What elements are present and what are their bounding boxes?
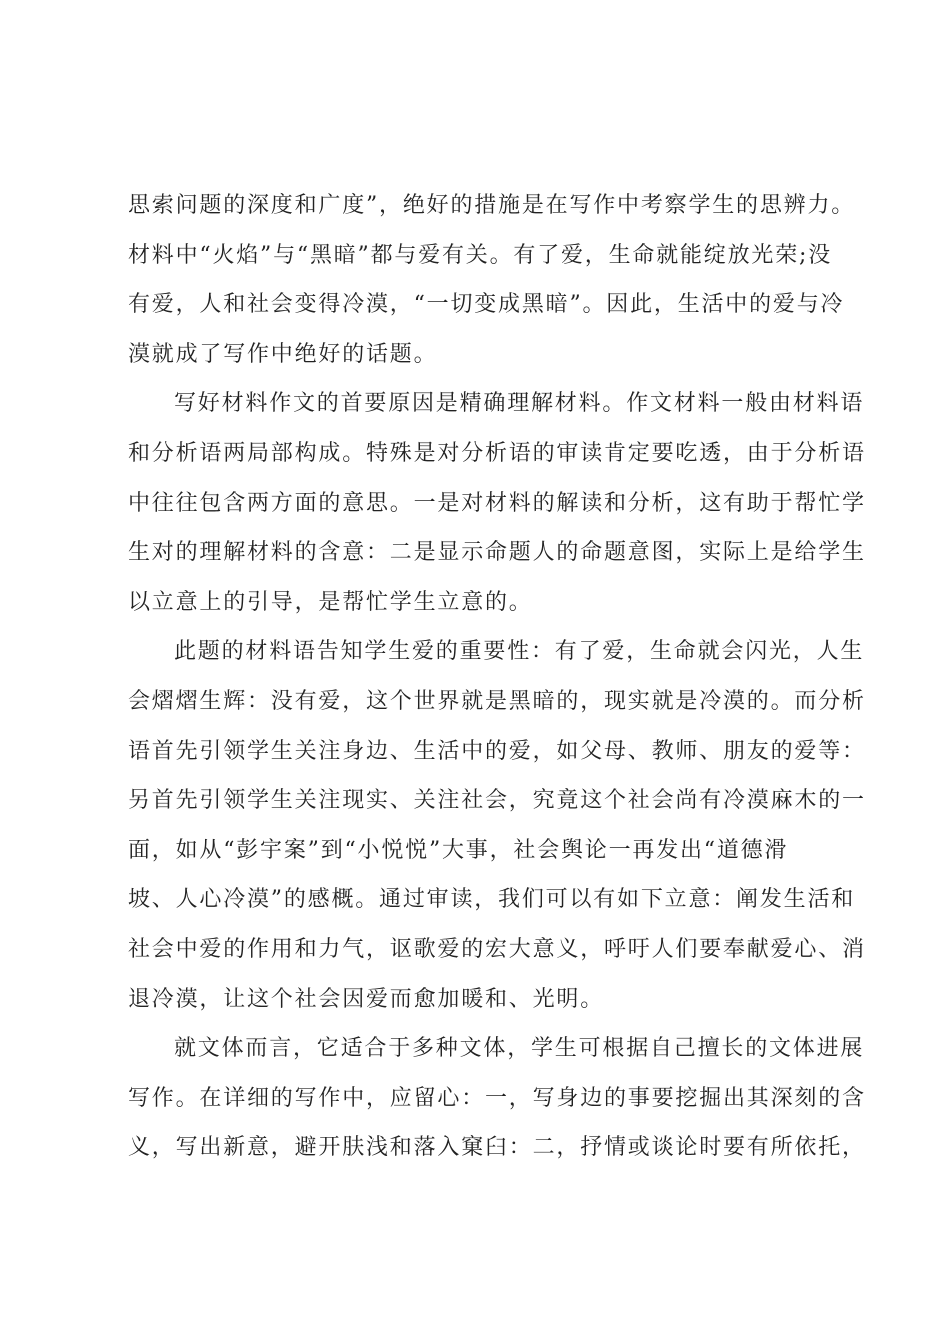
text-line: 语首先引领学生关注身边、生活中的爱，如父母、教师、朋友的爱等： [128,738,866,764]
text-line: 写作。在详细的写作中，应留心：一，写身边的事要挖掘出其深刻的含 [128,1085,866,1111]
paragraph-material-understanding [128,379,866,627]
text-line: 会熠熠生辉：没有爱，这个世界就是黑暗的，现实就是冷漠的。而分析 [128,688,866,714]
text-line: 退冷漠，让这个社会因爱而愈加暖和、光明。 [128,986,605,1012]
text-line: 另首先引领学生关注现实、关注社会，究竟这个社会尚有冷漠麻木的一 [128,788,866,814]
paragraph-genre [128,1024,866,1173]
paragraph-analysis [128,627,866,1024]
text-line: 社会中爱的作用和力气，讴歌爱的宏大意义，呼吁人们要奉献爱心、消 [128,936,866,962]
text-line: 以立意上的引导，是帮忙学生立意的。 [128,589,533,615]
text-line: 此题的材料语告知学生爱的重要性：有了爱，生命就会闪光，人生 [174,639,865,665]
text-line: 坡、人心冷漠”的感概。通过审读，我们可以有如下立意：阐发生活和 [128,887,856,913]
text-line: 和分析语两局部构成。特殊是对分析语的审读肯定要吃透，由于分析语 [128,440,866,466]
text-line: 就文体而言，它适合于多种文体，学生可根据自己擅长的文体进展 [174,1036,865,1062]
text-line: 漠就成了写作中绝好的话题。 [128,341,438,367]
text-line: 写好材料作文的首要原因是精确理解材料。作文材料一般由材料语 [174,391,865,417]
text-line: 中往往包含两方面的意思。一是对材料的解读和分析，这有助于帮忙学 [128,490,866,516]
text-line: 材料中“火焰”与“黑暗”都与爱有关。有了爱，生命就能绽放光荣;没 [128,242,833,268]
text-line: 生对的理解材料的含意：二是显示命题人的命题意图，实际上是给学生 [128,540,866,566]
document-body [128,181,866,1173]
text-line: 面，如从“彭宇案”到“小悦悦”大事，社会舆论一再发出“道德滑 [128,837,789,863]
paragraph-continuation [128,181,856,379]
text-line: 思索问题的深度和广度”，绝好的措施是在写作中考察学生的思辨力。 [128,193,856,218]
text-line: 义，写出新意，避开肤浅和落入窠臼：二，抒情或谈论时要有所依托， [128,1135,866,1161]
text-line: 有爱，人和社会变得冷漠，“一切变成黑暗”。因此，生活中的爱与冷 [128,292,845,318]
